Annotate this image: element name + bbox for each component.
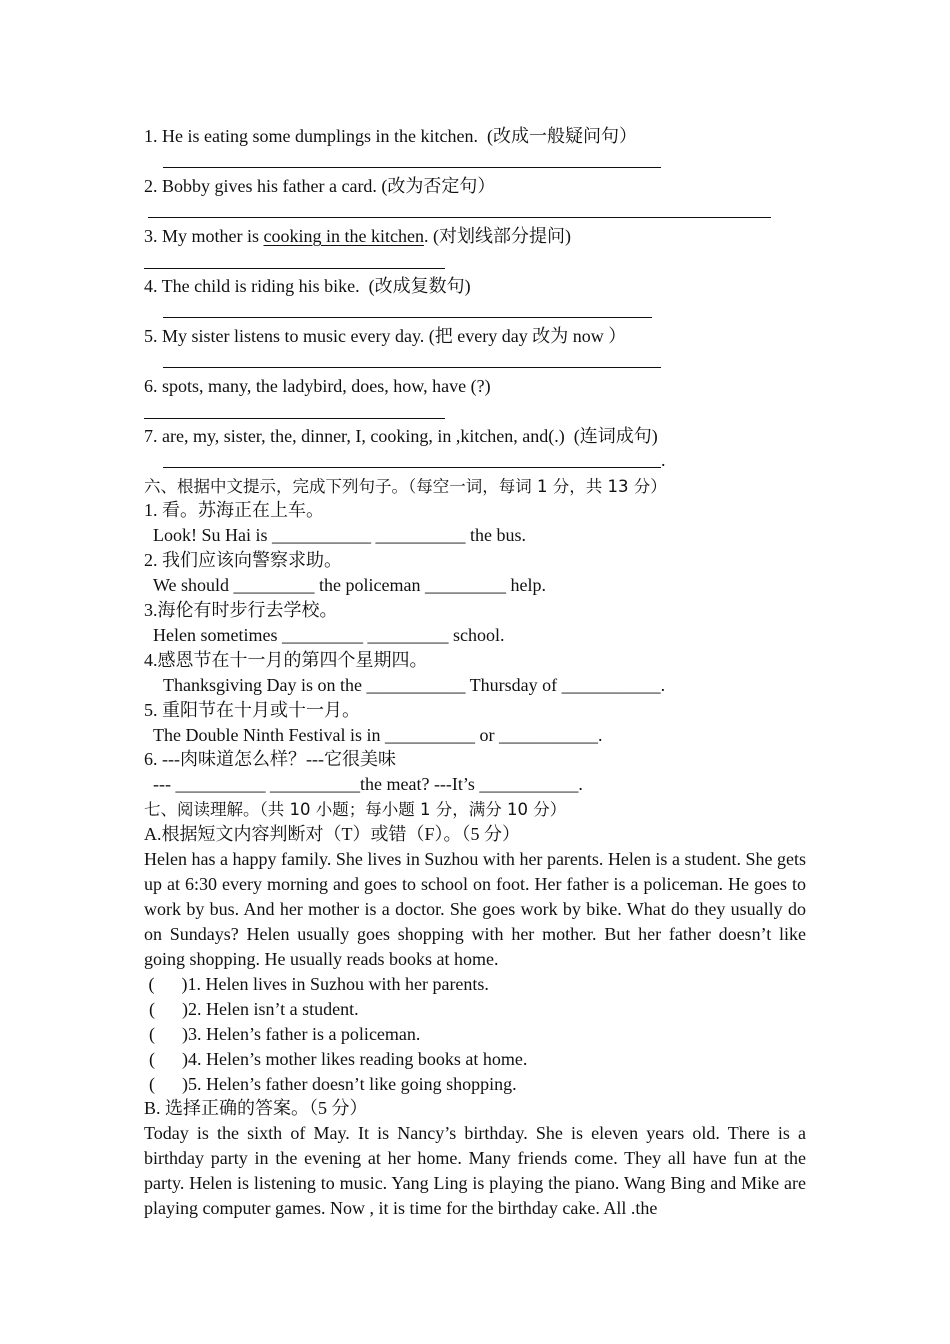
s6-item-4-en[interactable]: Thanksgiving Day is on the ___________ Thursday of ___________. [163, 675, 666, 695]
s6-item-1-en[interactable]: Look! Su Hai is ___________ __________ the bus. [153, 525, 526, 545]
question-4: 4. The child is riding his bike. (改成复数句) [144, 276, 471, 296]
question-6: 6. spots, many, the ladybird, does, how, have (?) [144, 376, 491, 396]
s6-item-6-en[interactable]: --- __________ __________the meat? ---It’s ___________. [153, 774, 583, 794]
question-3-post: . (对划线部分提问) [423, 226, 571, 246]
part-a-item-4[interactable]: ( )4. Helen’s mother likes reading books at home. [149, 1049, 528, 1069]
answer-line-3[interactable] [144, 268, 445, 269]
s6-item-5-en[interactable]: The Double Ninth Festival is in __________ or ___________. [153, 725, 603, 745]
answer-line-7[interactable] [163, 467, 661, 468]
part-a-item-2[interactable]: ( )2. Helen isn’t a student. [149, 999, 359, 1019]
question-1: 1. He is eating some dumplings in the kitchen. (改成一般疑问句） [144, 126, 637, 146]
answer-line-2[interactable] [148, 217, 771, 218]
question-2: 2. Bobby gives his father a card. (改为否定句） [144, 176, 496, 196]
part-a-title: A.根据短文内容判断对（T）或错（F）。（5 分） [144, 824, 521, 844]
s6-item-2-en[interactable]: We should _________ the policeman _________ help. [153, 575, 546, 595]
answer-line-1[interactable] [163, 167, 661, 168]
question-7: 7. are, my, sister, the, dinner, I, cooking, in ,kitchen, and(.) (连词成句) [144, 426, 658, 446]
part-b-title: B. 选择正确的答案。（5 分） [144, 1098, 368, 1118]
section-7-heading: 七、阅读理解。（共 10 小题；每小题 1 分，满分 10 分） [144, 800, 567, 819]
section-6-heading: 六、根据中文提示，完成下列句子。（每空一词，每词 1 分，共 13 分） [144, 477, 667, 496]
part-a-passage: Helen has a happy family. She lives in Suzhou with her parents. Helen is a student. She gets up at 6:30 every morning and goes to school on foot. Her father is a policeman. He goes to work by bus. And her mother is a doctor. She goes work by bike. What do they usually do on Sundays? Helen usually goes shopping with her mother. But her father doesn’t like going shopping. He usually reads books at home. [144, 849, 806, 969]
answer-line-6[interactable] [144, 418, 445, 419]
question-3-underlined: cooking in the kitchen [263, 226, 424, 246]
question-3-pre: 3. My mother is [144, 226, 264, 246]
s6-item-4-cn: 4.感恩节在十一月的第四个星期四。 [144, 650, 428, 670]
s6-item-1-cn: 1. 看。苏海正在上车。 [144, 500, 324, 520]
answer-line-4[interactable] [163, 317, 652, 318]
part-a-item-5[interactable]: ( )5. Helen’s father doesn’t like going shopping. [149, 1074, 517, 1094]
s6-item-3-cn: 3.海伦有时步行去学校。 [144, 600, 338, 620]
s6-item-5-cn: 5. 重阳节在十月或十一月。 [144, 700, 360, 720]
question-5: 5. My sister listens to music every day. (把 every day 改为 now ） [144, 326, 627, 346]
s6-item-2-cn: 2. 我们应该向警察求助。 [144, 550, 342, 570]
answer-line-5[interactable] [163, 367, 661, 368]
part-a-item-1[interactable]: ( )1. Helen lives in Suzhou with her parents. [144, 974, 489, 994]
s6-item-3-en[interactable]: Helen sometimes _________ _________ school. [153, 625, 505, 645]
part-a-item-3[interactable]: ( )3. Helen’s father is a policeman. [149, 1024, 421, 1044]
question-3 [144, 224, 571, 249]
part-b-passage: Today is the sixth of May. It is Nancy’s birthday. She is eleven years old. There is a birthday party in the evening at her home. Many friends come. They all have fun at the party. Helen is listening to music. Yang Ling is playing the piano. Wang Bing and Mike are playing computer games. Now , it is time for the birthday cake. All .the [144, 1123, 806, 1218]
s6-item-6-cn: 6. ---肉味道怎么样？---它很美味 [144, 749, 396, 769]
answer-line-7-period: . [661, 450, 666, 470]
